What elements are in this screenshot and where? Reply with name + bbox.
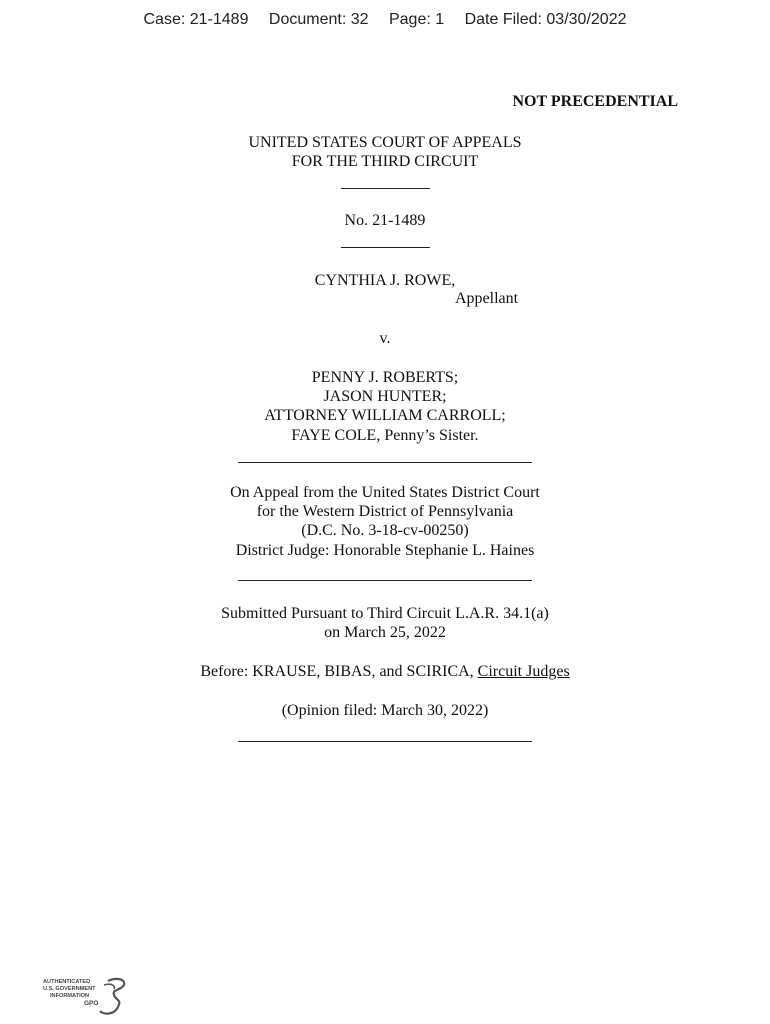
submitted-line1: Submitted Pursuant to Third Circuit L.A.R. 34.1(a) [221,605,549,622]
docket-number: No. 21-1489 [344,212,426,229]
case-number: Case: 21-1489 [143,11,249,28]
document-number: Document: 32 [268,11,369,28]
divider [341,247,430,248]
circuit-judges-label: Circuit Judges [477,663,570,680]
divider [238,462,532,463]
versus: v. [379,330,391,347]
court-name-line2: FOR THE THIRD CIRCUIT [291,153,479,170]
page-number: Page: 1 [388,11,445,28]
submitted-line2: on March 25, 2022 [324,624,446,641]
appellee-2: JASON HUNTER; [323,388,447,405]
divider [238,580,532,581]
date-filed: Date Filed: 03/30/2022 [464,11,627,28]
seal-text-2: U.S. GOVERNMENT [43,986,96,992]
panel-judges: Before: KRAUSE, BIBAS, and SCIRICA, [200,663,478,680]
page-header [0,11,770,29]
appeal-line3: (D.C. No. 3-18-cv-00250) [301,522,469,539]
appellant-role: Appellant [455,290,519,307]
seal-text-gpo: GPO [84,1000,99,1007]
gpo-authentication-seal [42,975,132,1019]
seal-text-1: AUTHENTICATED [43,979,91,985]
seal-text-3: INFORMATION [50,993,90,999]
appellee-4: FAYE COLE, Penny’s Sister. [291,427,479,444]
appellee-1: PENNY J. ROBERTS; [311,369,459,386]
appeal-line2: for the Western District of Pennsylvania [256,503,514,520]
appellant-name: CYNTHIA J. ROWE, [314,272,456,289]
appeal-line1: On Appeal from the United States District Court [230,484,540,501]
court-name-line1: UNITED STATES COURT OF APPEALS [248,134,522,151]
appellee-3: ATTORNEY WILLIAM CARROLL; [264,407,506,424]
opinion-filed: (Opinion filed: March 30, 2022) [281,702,489,719]
divider [238,741,532,742]
divider [341,188,430,189]
panel-line [0,662,770,682]
appeal-line4: District Judge: Honorable Stephanie L. Haines [235,542,535,559]
precedential-status: NOT PRECEDENTIAL [512,93,678,110]
